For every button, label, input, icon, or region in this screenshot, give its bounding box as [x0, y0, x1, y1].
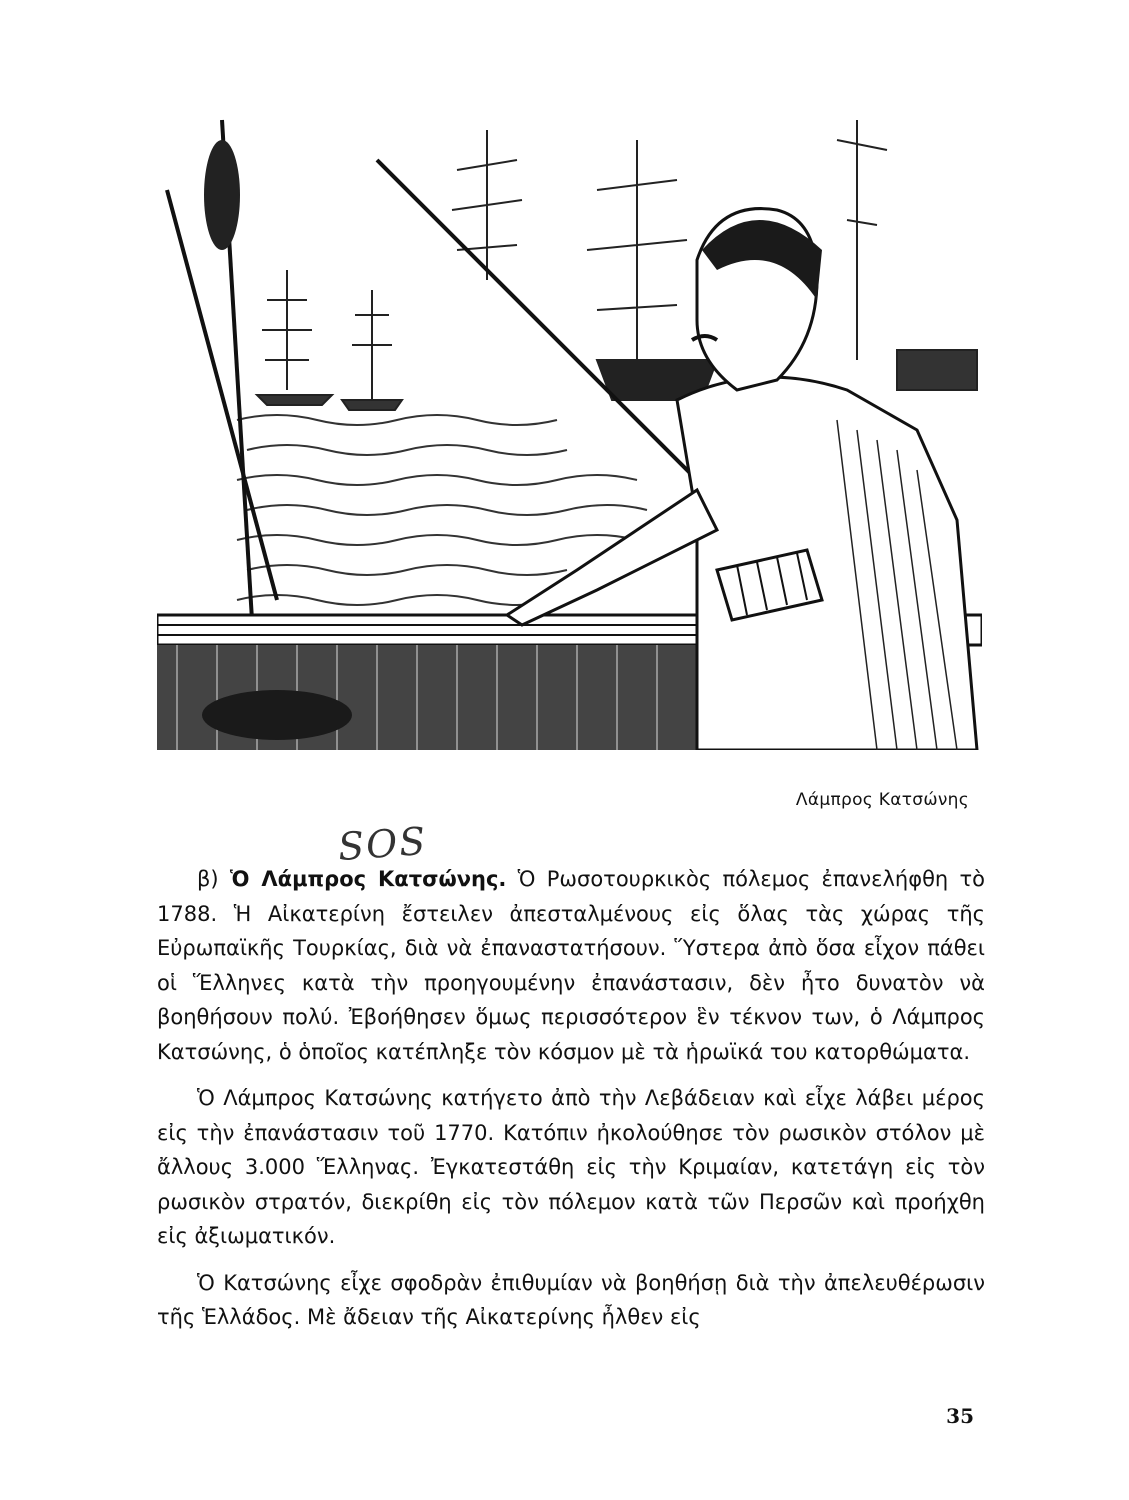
illustration-lambros-katsonis [157, 100, 982, 750]
body-text [157, 862, 985, 1347]
paragraph-text: Ὁ Ρωσοτουρκικὸς πόλεμος ἐπανελήφθη τὸ 1788. Ἡ Αἰκατερίνη ἔστειλεν ἀπεσταλμένους εἰς ὅλας τὰς χώρας τῆς Εὐρωπαϊκῆς Τουρκίας, διὰ νὰ ἐπαναστατήσουν. Ὕστερα ἀπὸ ὅσα εἶχον πάθει οἱ Ἕλληνες κατὰ τὴν προηγουμένην ἐπανάστασιν, δὲν ἦτο δυνατὸν νὰ βοηθήσουν πολύ. Ἐβοήθησεν ὅμως περισσότερον ἓν τέκνον των, ὁ Λάμπρος Κατσώνης, ὁ ὁποῖος κατέπληξε τὸν κόσμον μὲ τὰ ἡρωϊκά του κατορθώματα. [157, 867, 985, 1064]
section-label: β) [197, 867, 219, 891]
paragraph: Ὁ Κατσώνης εἶχε σφοδρὰν ἐπιθυμίαν νὰ βοηθήσῃ διὰ τὴν ἀπελευθέρωσιν τῆς Ἑλλάδος. Μὲ ἄδειαν τῆς Αἰκατερίνης ἦλθεν εἰς [157, 1270, 985, 1329]
paragraph [157, 862, 985, 1069]
paragraph: Ὁ Λάμπρος Κατσώνης κατήγετο ἀπὸ τὴν Λεβάδειαν καὶ εἶχε λάβει μέρος εἰς τὴν ἐπανάστασιν τοῦ 1770. Κατόπιν ἠκολούθησε τὸν ρωσικὸν στόλον μὲ ἄλλους 3.000 Ἕλληνας. Ἐγκατεστάθη εἰς τὴν Κριμαίαν, κατετάγη εἰς τὸν ρωσικὸν στρατόν, διεκρίθη εἰς τὸν πόλεμον κατὰ τῶν Περσῶν καὶ προήχθη εἰς ἀξιωματικόν. [157, 1086, 985, 1248]
illustration-caption: Λάμπρος Κατσώνης [795, 790, 969, 810]
page-number: 35 [946, 1404, 974, 1428]
handwritten-note: SOS [336, 818, 429, 870]
ship-deck-drawing [157, 100, 982, 750]
section-heading: Ὁ Λάμπρος Κατσώνης. [229, 867, 507, 891]
